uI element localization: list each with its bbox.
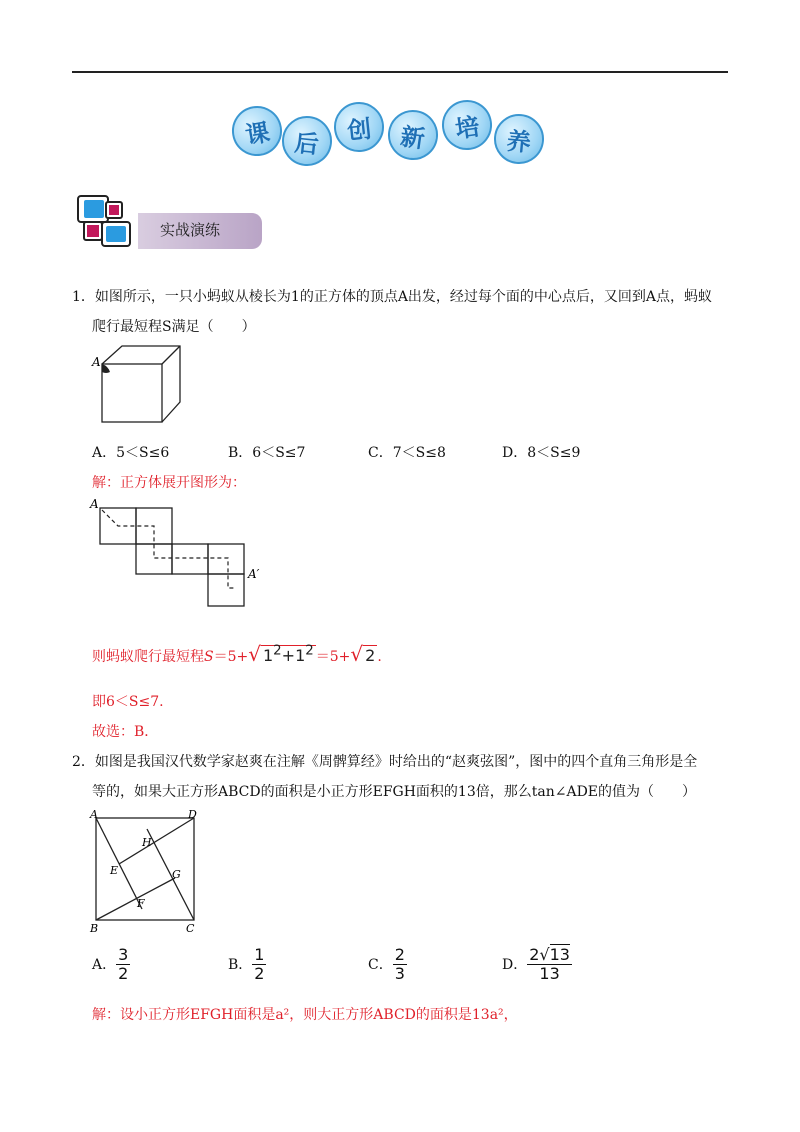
banner-bubble: 养	[492, 112, 546, 166]
q1-solution-intro: 解：正方体展开图形为：	[92, 475, 246, 491]
q1-option-b: B．6＜S≤7	[228, 445, 306, 461]
q1-solution-answer: 故选：B．	[92, 724, 159, 740]
q1-cube-net-figure	[88, 496, 268, 608]
q2-text-line2: 等的，如果大正方形ABCD的面积是小正方形EFGH面积的13倍，那么tan∠ADE的值为（ ）	[92, 784, 697, 800]
q1-option-a: A．5＜S≤6	[92, 445, 170, 461]
banner-bubble: 培	[439, 97, 495, 153]
q1-solution-line3: 即6＜S≤7.	[92, 694, 164, 710]
fraction: $\frac{3}{2}$	[118, 945, 129, 983]
fraction: $\frac{2√13}{13}$	[529, 945, 570, 983]
top-rule	[72, 71, 728, 73]
svg-text:H: H	[142, 836, 152, 849]
q1-option-c: C．7＜S≤8	[368, 445, 446, 461]
sqrt-sign: √	[350, 642, 364, 666]
q2-option-d: D． $\frac{2√13}{13}$	[502, 945, 570, 983]
section-title: 实战演练	[160, 221, 221, 239]
fraction: $\frac{1}{2}$	[254, 945, 265, 983]
svg-text:G: G	[172, 868, 181, 881]
banner-bubble: 创	[332, 100, 387, 155]
svg-text:A: A	[90, 808, 98, 821]
fraction: $\frac{2}{3}$	[394, 945, 405, 983]
q2-solution-line: 解：设小正方形EFGH面积是a²，则大正方形ABCD的面积是13a²，	[92, 1007, 518, 1023]
q1-cube-label-a: A	[92, 355, 101, 369]
q2-zhao-shuang-figure	[86, 806, 210, 936]
q2-option-c: C． $\frac{2}{3}$	[368, 945, 405, 983]
svg-text:E: E	[110, 864, 119, 877]
svg-text:B: B	[90, 922, 99, 935]
q1-net-label-a-prime: A′	[248, 567, 260, 581]
section-squares-icon	[76, 194, 136, 250]
svg-text:C: C	[186, 922, 195, 935]
q1-text-line1: 1．如图所示，一只小蚂蚁从棱长为1的正方体的顶点A出发，经过每个面的中心点后，又回到A点，蚂蚁	[72, 289, 713, 305]
banner-bubble: 新	[385, 107, 441, 163]
svg-text:F: F	[137, 897, 145, 910]
sqrt-sign: √	[539, 945, 550, 964]
banner-bubble: 课	[228, 102, 286, 160]
q1-text-line2: 爬行最短程S满足（ ）	[92, 319, 256, 335]
sqrt-sign: √	[248, 642, 261, 666]
q2-option-b: B． $\frac{1}{2}$	[228, 945, 265, 983]
banner-after-class-innovation	[232, 98, 552, 168]
q2-option-a: A． $\frac{3}{2}$	[92, 945, 129, 983]
radicand-sum: $1^2+1^2$	[262, 643, 314, 665]
q1-cube-figure	[88, 342, 188, 426]
q1-net-label-a: A	[90, 497, 99, 511]
q1-solution-line2: 则蚂蚁爬行最短程S＝5+√ $1^2+1^2 =5+√$ 2 .	[92, 642, 382, 666]
svg-text:D: D	[188, 808, 197, 821]
q2-text-line1: 2．如图是我国汉代数学家赵爽在注解《周髀算经》时给出的“赵爽弦图”，图中的四个直角三角形是全	[72, 754, 698, 770]
banner-bubble: 后	[280, 114, 335, 169]
q1-option-d: D．8＜S≤9	[502, 445, 581, 461]
